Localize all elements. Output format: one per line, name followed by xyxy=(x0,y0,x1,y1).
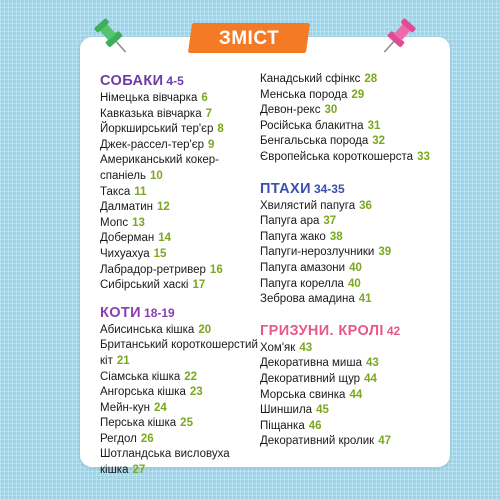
entry-page: 22 xyxy=(184,370,198,383)
entry-page: 28 xyxy=(364,73,378,85)
entry-page: 40 xyxy=(349,261,362,274)
toc-entry xyxy=(260,261,445,277)
entry-page: 7 xyxy=(205,107,213,120)
entry-name: Декоративний кролик xyxy=(260,435,375,448)
toc-entry xyxy=(100,138,265,154)
entry-name: Такса xyxy=(100,185,131,198)
toc-entry xyxy=(260,88,445,104)
entry-name: Регдол xyxy=(100,432,137,445)
entry-name: Мопс xyxy=(100,216,129,229)
section-heading xyxy=(260,180,445,197)
entry-page: 10 xyxy=(150,169,163,182)
section-title: ПТАХИ xyxy=(260,180,311,197)
entry-page: 30 xyxy=(324,104,338,117)
entry-name: Російська блакитна xyxy=(260,119,364,132)
entry-page: 44 xyxy=(349,388,363,401)
entry-name: Європейська короткошерста xyxy=(260,150,414,163)
left-column xyxy=(100,72,265,479)
toc-entry xyxy=(260,372,445,388)
toc-entry xyxy=(100,416,265,432)
entry-name: Хвилястий папуга xyxy=(260,199,356,212)
entry-page: 39 xyxy=(378,246,392,259)
section-title: ГРИЗУНИ. КРОЛІ xyxy=(260,322,384,339)
entry-page: 45 xyxy=(316,404,329,417)
entry-name: Морська свинка xyxy=(260,388,346,401)
toc-entry xyxy=(100,122,265,138)
entry-page: 41 xyxy=(358,293,372,306)
toc-entry xyxy=(260,277,445,293)
entry-page: 40 xyxy=(347,277,361,290)
toc-entry xyxy=(100,153,265,184)
entry-page: 8 xyxy=(217,123,224,136)
entry-name: Британський короткошерстий кіт xyxy=(100,339,258,367)
entry-name: Чихуахуа xyxy=(100,247,150,260)
entry-name: Декоративний щур xyxy=(260,372,361,385)
entry-page: 12 xyxy=(157,201,170,214)
toc-entry xyxy=(260,245,445,261)
toc-entry xyxy=(260,434,445,450)
entry-page: 43 xyxy=(299,341,313,354)
toc-entry xyxy=(100,91,265,107)
entry-name: Зеброва амадина xyxy=(260,293,355,306)
entry-name: Доберман xyxy=(100,232,155,245)
entry-page: 27 xyxy=(132,464,146,477)
entry-page: 37 xyxy=(323,215,337,228)
toc-entry xyxy=(260,292,445,308)
toc-entry xyxy=(260,119,445,135)
section-cats xyxy=(100,304,265,479)
entry-page: 25 xyxy=(180,417,193,430)
section-pages: 34-35 xyxy=(313,181,345,196)
entry-name: Перська кішка xyxy=(100,417,177,430)
entry-page: 32 xyxy=(372,135,386,148)
entry-name: Лабрадор-ретривер xyxy=(100,263,206,276)
entry-name: Американський кокер-спаніель xyxy=(100,154,219,182)
entry-page: 6 xyxy=(201,92,208,104)
entry-page: 33 xyxy=(417,150,430,163)
toc-entry xyxy=(100,370,265,386)
page-title: ЗМІСТ xyxy=(218,28,280,49)
toc-entry xyxy=(260,356,445,372)
entry-page: 46 xyxy=(308,419,322,432)
toc-entry xyxy=(100,185,265,201)
toc-entry xyxy=(100,263,265,279)
toc-entry xyxy=(100,107,265,123)
entry-page: 36 xyxy=(359,199,372,212)
section-heading xyxy=(100,72,265,89)
entry-name: Далматин xyxy=(100,201,153,214)
section-rodents xyxy=(260,322,445,450)
entry-page: 47 xyxy=(378,435,392,448)
section-dogs xyxy=(100,72,265,294)
entry-name: Папуга корелла xyxy=(260,277,344,290)
entry-name: Йоркширський тер'єр xyxy=(100,123,214,136)
entry-name: Бенгальська порода xyxy=(260,135,369,148)
entry-name: Девон-рекс xyxy=(260,104,321,117)
toc-entry xyxy=(100,278,265,294)
toc-entry xyxy=(100,247,265,263)
entry-page: 13 xyxy=(132,216,145,229)
entry-name: Менська порода xyxy=(260,88,348,101)
toc-entry xyxy=(260,150,445,166)
toc-entry xyxy=(100,385,265,401)
entry-name: Мейн-кун xyxy=(100,401,150,414)
toc-entry xyxy=(100,338,265,369)
entry-name: Піщанка xyxy=(260,419,305,432)
toc-entry xyxy=(260,214,445,230)
entry-page: 43 xyxy=(365,357,379,370)
entry-name: Папуга ара xyxy=(260,215,320,228)
entry-name: Сіамська кішка xyxy=(100,370,181,383)
entry-page: 23 xyxy=(189,386,203,399)
section-pages: 42 xyxy=(386,323,401,338)
toc-entry xyxy=(260,103,445,119)
entry-page: 21 xyxy=(116,354,130,367)
entry-page: 24 xyxy=(153,401,167,414)
toc-entry xyxy=(100,231,265,247)
toc-entry xyxy=(100,447,265,478)
section-title: СОБАКИ xyxy=(100,73,164,89)
entry-page: 17 xyxy=(192,279,206,292)
entry-page: 14 xyxy=(158,232,172,245)
toc-entry xyxy=(260,388,445,404)
toc-entry xyxy=(260,230,445,246)
toc-entry xyxy=(100,432,265,448)
section-title: КОТИ xyxy=(100,304,142,321)
toc-entry xyxy=(100,200,265,216)
section-heading xyxy=(260,322,445,339)
entry-page: 9 xyxy=(207,138,215,151)
entry-page: 31 xyxy=(367,119,381,132)
entry-name: Хом'як xyxy=(260,341,296,354)
entry-page: 44 xyxy=(364,372,377,385)
toc-entry xyxy=(260,199,445,215)
entry-name: Ангорська кішка xyxy=(100,386,186,399)
entry-name: Абисинська кішка xyxy=(100,323,195,336)
entry-name: Джек-рассел-тер'єр xyxy=(100,138,204,151)
toc-entry xyxy=(100,401,265,417)
toc-entry xyxy=(260,341,445,357)
entry-page: 38 xyxy=(329,230,343,243)
entry-name: Шотландська висловуха кішка xyxy=(100,448,230,477)
entry-name: Декоративна миша xyxy=(260,357,362,370)
toc-entry xyxy=(100,323,265,339)
entry-name: Шиншила xyxy=(260,404,313,417)
entry-name: Німецька вівчарка xyxy=(100,92,198,104)
toc-entry xyxy=(260,134,445,150)
entry-page: 15 xyxy=(153,247,167,260)
entry-name: Папуги-нерозлучники xyxy=(260,246,375,259)
section-pages: 18-19 xyxy=(144,305,175,320)
entry-name: Папуга жако xyxy=(260,230,326,243)
entry-name: Папуга амазони xyxy=(260,261,346,274)
toc-entry xyxy=(260,72,445,88)
section-pages: 4-5 xyxy=(166,74,184,88)
entry-page: 20 xyxy=(198,323,212,336)
entry-page: 16 xyxy=(209,263,223,276)
entry-name: Сибірський хаскі xyxy=(100,279,189,292)
entry-page: 29 xyxy=(351,88,365,101)
toc-entry xyxy=(260,403,445,419)
section-birds xyxy=(260,180,445,308)
entry-page: 11 xyxy=(134,185,147,198)
toc-entry xyxy=(100,216,265,232)
section-cats-continued xyxy=(260,72,445,166)
entry-name: Кавказька вівчарка xyxy=(100,107,202,120)
entry-name: Канадський сфінкс xyxy=(260,73,361,85)
right-column xyxy=(260,72,445,450)
entry-page: 26 xyxy=(140,432,154,445)
section-heading xyxy=(100,304,265,321)
toc-entry xyxy=(260,419,445,435)
